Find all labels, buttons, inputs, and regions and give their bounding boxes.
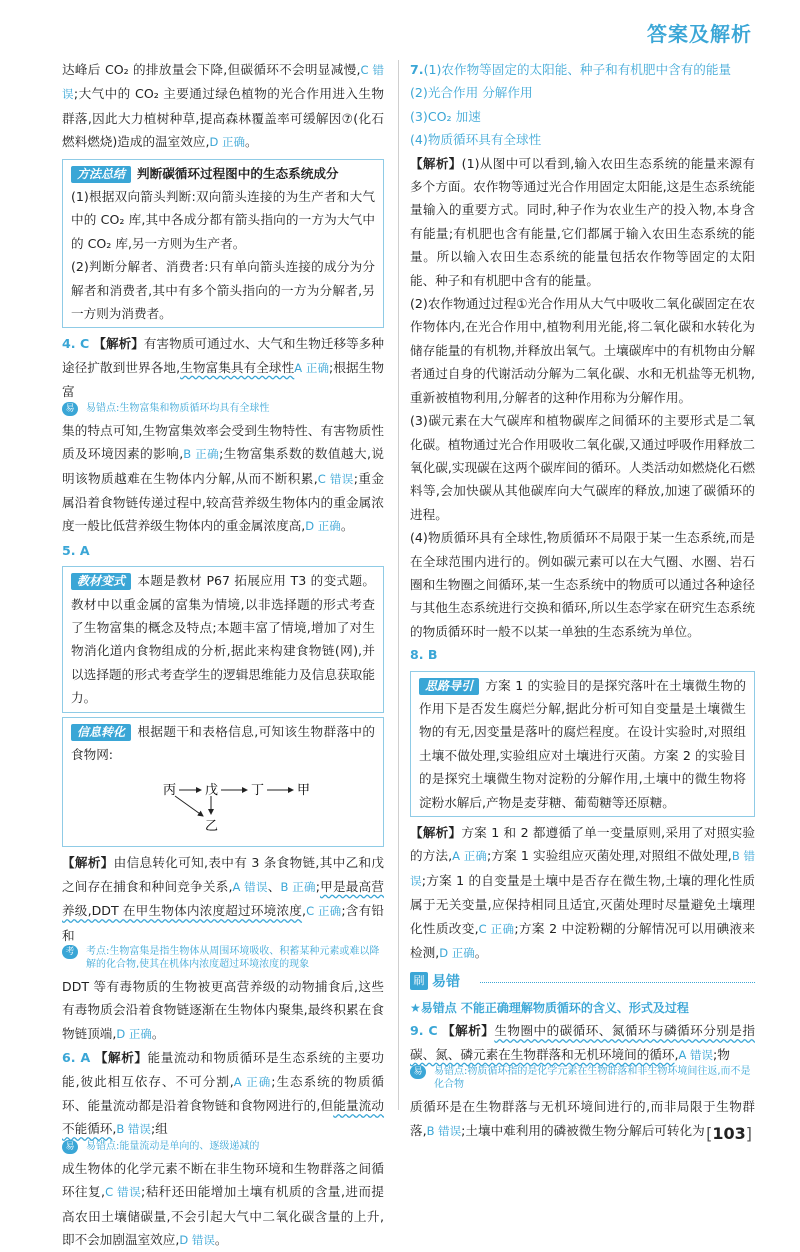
node-wu: 戊 [205, 783, 219, 799]
answer-mark: B 错误 [116, 1122, 151, 1137]
method-point-1: (1)根据双向箭头判断:双向箭头连接的为生产者和大气中的 CO₂ 库,其中各成分都有箭头指向的一方为大气中的 CO₂ 库,另一方则为生产者。 [71, 189, 375, 251]
note-text: 易错点:物质循环指的是化学元素在生物群落和非生物环境间往返,而不是化合物 [434, 1066, 751, 1091]
q8-number: 8. B [410, 647, 438, 663]
text: 达峰后 CO₂ 的排放量会下降,但碳循环不会明显减慢, [62, 62, 361, 77]
text: 。 [244, 134, 258, 150]
text: , [302, 903, 307, 919]
text: ;方案 1 的自变量是土壤中是否存在微生物,土壤的理化性质属于无关变量,应保持相同且适宜,灭菌处理时尽量避免土壤理化性质改变, [410, 872, 756, 936]
answer-mark: B 正确 [183, 447, 220, 462]
thinking-guide-box [410, 671, 755, 817]
textbook-variant-box [62, 566, 384, 712]
text: ;含有铅和 [62, 903, 384, 943]
info-transform-tag: 信息转化 [71, 724, 131, 741]
warning-icon: 易 [62, 1140, 78, 1154]
answer-text: (1)农作物等固定的太阳能、种子和有机肥中含有的能量 [423, 62, 732, 77]
node-yi: 乙 [205, 819, 219, 835]
key-phrase: 生物富集具有全球性 [180, 359, 295, 375]
column-divider [398, 60, 399, 1110]
answer-mark: A 正确 [294, 360, 330, 375]
answer-mark: D 正确 [305, 519, 341, 534]
answer-mark: D 正确 [116, 1026, 152, 1041]
right-column [410, 58, 755, 1143]
node-ding: 丁 [251, 783, 265, 799]
q9-number: 9. C [410, 1023, 438, 1039]
text: , [674, 1046, 679, 1062]
text: ;土壤中难利用的磷被微生物分解后可转化为 [461, 1122, 705, 1138]
text: ;物 [713, 1046, 730, 1062]
answer-mark: C 正确 [478, 921, 515, 936]
key-phrase: 甲是最高营养级,DDT 在甲生物体内浓度超过环境浓度 [62, 878, 385, 919]
q4-note [62, 402, 384, 415]
textbook-variant-tag: 教材变式 [71, 573, 131, 590]
q5-analysis [62, 851, 384, 947]
answer-mark: B 正确 [280, 879, 316, 894]
answer-mark: C 错误 [317, 471, 354, 486]
q6-paragraph [62, 1046, 384, 1142]
key-phrase: 生物圈中的碳循环、氮循环与磷循环分别是指碳、氮、磷元素在生物群落和无机环境间的循环 [410, 1023, 755, 1062]
text: 有害物质可通过水、大气和生物迁移等多种途径扩散到世界各地, [62, 336, 385, 375]
q7-answer-2: (2)光合作用 分解作用 [410, 85, 533, 101]
page-header [0, 0, 800, 58]
header-title: 答案及解析 [647, 22, 752, 46]
answer-mark: A 错误 [678, 1047, 714, 1062]
text: ;根据生物富 [62, 359, 384, 400]
q7-answer-1 [410, 58, 755, 81]
section-error-prone [410, 971, 755, 993]
text: ;大气中的 CO₂ 主要通过绿色植物的光合作用进入生物群落,因此大力植树种草,提高森林覆盖率可缓解因⑦(化石燃料燃烧)造成的温室效应, [62, 86, 384, 150]
q5-note [62, 945, 384, 971]
info-transform-text: 根据题干和表格信息,可知该生物群落中的食物网: [71, 723, 375, 762]
thinking-guide-text: 方案 1 的实验目的是探究落叶在土壤微生物的作用下是否发生腐烂分解,据此分析可知自变量是土壤微生物的有无,因变量是落叶的腐烂程度。在设计实验时,对照组土壤不做处理,实验组应对土壤进行灭菌。方案 2 的实验目的是探究土壤微生物对淀粉的分解作用,土壤中的微生物将淀粉水解后,产物是麦芽糖、葡萄糖等还原糖。 [419, 677, 746, 810]
text: 成生物体的化学元素不断在非生物环境和生物群落之间循环往复, [62, 1160, 384, 1200]
text: ;生态系统的物质循环、能量流动都是沿着食物链和食物网进行的,但 [62, 1073, 385, 1114]
section-title: 易错 [432, 974, 460, 991]
text: ;组 [150, 1121, 168, 1137]
q7-analysis-4: (4)物质循环具有全球性,物质循环不局限于某一生态系统,而是在全球范围内进行的。例如碳元素可以在大气圈、水圈、岩石圈和生物圈之间循环,某一生态系统中的物质可以通过各种途径与其他生态系统进行交换和循环,所以生态学家在研究生态系统的物质循环时一般不以某一单独的生态系统为单位。 [410, 530, 755, 639]
answer-mark: C 错误 [62, 63, 384, 102]
q7-answer-3: (3)CO₂ 加速 [410, 108, 481, 124]
answer-mark: A 正确 [452, 849, 488, 864]
q9-continued [410, 1095, 755, 1143]
text: 由信息转化可知,表中有 3 条食物链,其中乙和戊之间存在捕食和种间竞争关系, [62, 855, 384, 894]
q6-note [62, 1140, 384, 1153]
node-jia: 甲 [297, 783, 311, 799]
left-column [62, 58, 384, 1252]
text: 方案 1 和 2 都遵循了单一变量原则,采用了对照实验的方法, [410, 825, 756, 864]
text: ; [315, 878, 320, 894]
text: 。 [474, 945, 488, 961]
method-title: 判断碳循环过程图中的生态系统成分 [137, 165, 339, 181]
node-bing: 丙 [163, 783, 177, 799]
analysis-label: 【解析】 [410, 825, 462, 840]
answer-mark: B 错误 [426, 1123, 462, 1138]
q7-number: 7. [410, 62, 424, 77]
textbook-variant-text: 本题是教材 P67 拓展应用 T3 的变式题。教材中以重金属的富集为情境,以非选择题的形式考查了生物富集的概念及特点;本题丰富了情境,增加了对生物消化道内食物组成的分析,据此来构建食物链(网),并以选择题的形式考查学生的逻辑思维能力及信息获取能力。 [71, 573, 375, 706]
note-text: 易错点:能量流动是单向的、逐级递减的 [86, 1140, 260, 1152]
brush-icon: 刷 [410, 972, 428, 990]
method-point-2: (2)判断分解者、消费者:只有单向箭头连接的成分为分解者和消费者,其中有多个箭头指向的一方为分解者,另一方则为消费者。 [71, 259, 375, 322]
q9-paragraph [410, 1019, 755, 1067]
warning-icon: 易 [410, 1065, 426, 1079]
food-web-diagram [71, 770, 375, 838]
q6-number: 6. A [62, 1050, 91, 1066]
analysis-label: 【解析】 [442, 1023, 495, 1039]
text: ;生物富集系数的数值越大,说明该物质越难在生物体内分解,从而不断积累, [62, 446, 385, 486]
note-text: 易错点:生物富集和物质循环均具有全球性 [86, 402, 270, 414]
analysis-label: 【解析】 [93, 336, 144, 352]
note-text: 考点:生物富集是指生物体从周围环境吸收、积蓄某种元素或难以降解的化合物,使其在机体内浓度超过环境浓度的现象 [86, 946, 380, 970]
text: ;方案 2 中淀粉糊的分解情况可以用碘液来检测, [410, 920, 755, 961]
q4-number: 4. C [62, 336, 90, 352]
q7-analysis-3: (3)碳元素在大气碳库和植物碳库之间循环的主要形式是二氧化碳。植物通过光合作用吸收二氧化碳,又通过呼吸作用释放二氧化碳,实现碳在这两个碳库间的循环。人类活动如燃烧化石燃料等,会加快碳从其他碳库向大气碳库的释放,加速了碳循环的进程。 [410, 413, 755, 522]
text: ;秸秆还田能增加土壤有机质的含量,进而提高农田土壤储碳量,不会引起大气中二氧化碳含量的上升,即不会加剧温室效应, [62, 1184, 385, 1248]
text: 集的特点可知,生物富集效率会受到生物特性、有害物质性质及环境因素的影响, [62, 422, 384, 462]
analysis-label: 【解析】 [62, 855, 114, 871]
thinking-guide-tag: 思路导引 [419, 678, 479, 695]
intro-paragraph [62, 58, 384, 155]
text: 。 [340, 518, 354, 534]
q4-continued [62, 419, 384, 539]
text: 质循环是在生物群落与无机环境间进行的,而非局限于生物群落, [410, 1099, 755, 1138]
text: DDT 等有毒物质的生物被更高营养级的动物捕食后,这些有毒物质会沿着食物链逐渐在生物体内聚集,最终积累在食物链顶端, [62, 979, 384, 1041]
answer-mark: D 错误 [179, 1233, 215, 1248]
q8-analysis [410, 821, 755, 965]
text: 、 [267, 878, 281, 894]
arrow-bing-yi [175, 796, 203, 816]
text: ;重金属沿着食物链传递过程中,较高营养级生物体内的重金属浓度一般比低营养级生物体内的重金属浓度高, [62, 470, 384, 534]
method-summary-box [62, 159, 384, 329]
q7-answer-4: (4)物质循环具有全球性 [410, 132, 542, 148]
text: 。 [151, 1025, 165, 1041]
analysis-label: 【解析】 [410, 155, 462, 171]
answer-mark: D 正确 [209, 135, 245, 150]
text: 能量流动和物质循环是生态系统的主要功能,彼此相互依存、不可分割, [62, 1050, 385, 1089]
q5-continued [62, 975, 384, 1046]
answer-mark: A 错误 [232, 879, 268, 894]
text: 。 [214, 1232, 228, 1248]
text: , [112, 1121, 117, 1137]
error-topic: ★易错点 不能正确理解物质循环的含义、形式及过程 [410, 1001, 689, 1016]
answer-mark: D 正确 [439, 946, 475, 961]
q4-paragraph [62, 332, 384, 403]
q9-note [410, 1065, 755, 1091]
page-number-value: 103 [712, 1124, 746, 1143]
food-web-svg [71, 770, 371, 838]
q5-number: 5. A [62, 542, 90, 558]
text: ;方案 1 实验组应灭菌处理,对照组不做处理, [487, 848, 732, 864]
warning-icon: 易 [62, 402, 78, 416]
page-number: [103] [706, 1124, 752, 1143]
key-phrase: 能量流动不能循环 [62, 1098, 385, 1137]
section-dotted-rule [480, 982, 755, 983]
key-point-icon: 考 [62, 945, 78, 959]
info-transform-box [62, 717, 384, 848]
answer-mark: A 正确 [233, 1074, 272, 1089]
q7-analysis-2: (2)农作物通过过程①光合作用从大气中吸收二氧化碳固定在农作物体内,在光合作用中,植物利用光能,将二氧化碳和水转化为储存能量的有机物,并释放出氧气。土壤碳库中的有机物由分解者通过自身的代谢活动分解为二氧化碳、水和无机盐等无机物,重新被植物利用,分解者的这种作用称为分解作用。 [410, 296, 755, 405]
answer-mark: C 正确 [306, 904, 342, 919]
analysis-label: 【解析】 [94, 1050, 148, 1066]
answer-mark: C 错误 [105, 1185, 142, 1200]
text: (1)从图中可以看到,输入农田生态系统的能量来源有多个方面。农作物等通过光合作用固定太阳能,这是生态系统能量输入的重要方式。同时,种子作为农业生产的投入物,本身含有能量;有机肥也含有能量,它们都属于输入农田生态系统的能量。所以输入农田生态系统的能量包括农作物等固定的太阳能、种子和有机肥中含有的能量。 [410, 155, 756, 288]
method-tag: 方法总结 [71, 166, 131, 183]
q7-analysis-1 [410, 152, 755, 292]
answer-mark: B 错误 [410, 849, 755, 888]
q6-continued [62, 1157, 384, 1252]
